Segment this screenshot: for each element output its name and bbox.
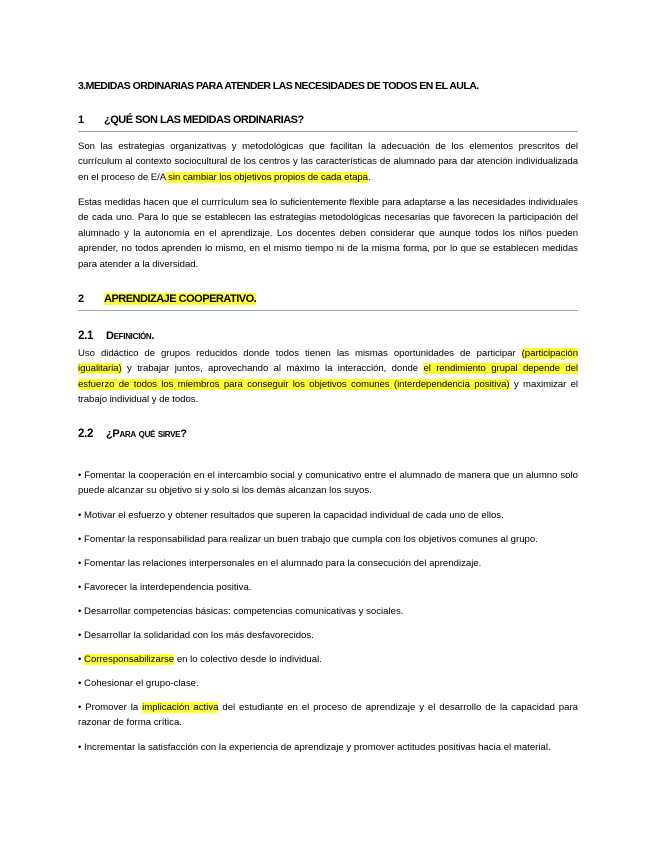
subheading-text: ¿Para qué sirve? (106, 428, 187, 440)
paragraph-text: Uso didáctico de grupos reducidos donde todos tienen las mismas oportunidades de participar (78, 348, 522, 359)
subheading-number: 2.2 (78, 428, 94, 440)
subheading-text: Definición. (106, 330, 155, 342)
list-item: • Corresponsabilizarse en lo colectivo desde lo individual. (78, 654, 322, 665)
highlighted-text: el rendimiento grupal depende del esfuerzo de todos los miembros para conseguir los objetivos comunes (interdependencia positiva) (78, 363, 578, 390)
subheading-para-que-sirve (78, 428, 578, 440)
highlighted-text: sin cambiar los objetivos propios de cada etapa (165, 171, 368, 183)
paragraph-text: Son las estrategias organizativas y metodológicas que facilitan la adecuación de los elementos prescritos del currículum al contexto sociocultural de los centros y las características de alumnado para dar atención individualizada en el proceso de E/A (78, 141, 578, 183)
paragraph-flexibility (78, 195, 578, 272)
list-item: • Cohesionar el grupo-clase. (78, 678, 199, 689)
list-item: • Motivar el esfuerzo y obtener resultados que superen la capacidad individual de cada uno de ellos. (78, 510, 504, 521)
highlighted-text: (participación igualitaria) (78, 348, 578, 375)
paragraph-definicion (78, 346, 578, 408)
section-title: 3.MEDIDAS ORDINARIAS PARA ATENDER LAS NECESIDADES DE TODOS EN EL AULA. (78, 80, 479, 92)
subheading-number: 2.1 (78, 330, 94, 342)
subheading-definicion (78, 330, 578, 342)
paragraph-text: y trabajar juntos, aprovechando al máximo la interacción, donde (121, 363, 424, 375)
heading-number: 2 (78, 293, 84, 305)
heading-underline (78, 310, 578, 311)
list-item: • Fomentar la cooperación en el intercambio social y comunicativo entre el alumnado de manera que un alumno solo puede alcanzar su objetivo si y solo si los demás alcanzan los suyos. (78, 470, 578, 497)
heading-medidas-ordinarias (78, 114, 578, 126)
paragraph-text: y maximizar el trabajo individual y de todos. (78, 378, 578, 406)
heading-underline (78, 131, 578, 132)
heading-text: APRENDIZAJE COOPERATIVO. (104, 293, 257, 305)
heading-number: 1 (78, 114, 84, 126)
highlighted-text: Corresponsabilizarse (84, 654, 175, 665)
list-item: • Fomentar la responsabilidad para realizar un buen trabajo que cumpla con los objetivos comunes al grupo. (78, 534, 538, 545)
highlighted-text: implicación activa (142, 702, 219, 713)
list-item: • Desarrollar competencias básicas: competencias comunicativas y sociales. (78, 606, 404, 617)
paragraph-text: Estas medidas hacen que el currrículum sea lo suficientemente flexible para adaptarse a las necesidades individuales de cada uno. Para lo que se establecen las estrategias metodológicas necesarias que favorecen la participación del alumnado y la autonomía en el aprendizaje. Los docentes deben considerar que aunque todos los niños pueden aprender, no todos aprenden lo mismo, en el mismo tiempo ni de la misma forma, por lo que se establecen medidas para atender a la diversidad. (78, 197, 578, 270)
list-item: • Incrementar la satisfacción con la experiencia de aprendizaje y promover actitudes positivas hacia el material. (78, 742, 551, 753)
list-item: • Promover la implicación activa del estudiante en el proceso de aprendizaje y el desarrollo de la capacidad para razonar de forma crítica. (78, 702, 579, 729)
list-item: • Desarrollar la solidaridad con los más desfavorecidos. (78, 630, 314, 641)
heading-aprendizaje-cooperativo (78, 293, 578, 305)
list-item: • Favorecer la interdependencia positiva. (78, 582, 252, 593)
paragraph-text: . (367, 171, 371, 183)
list-item: • Fomentar las relaciones interpersonales en el alumnado para la consecución del aprendizaje. (78, 558, 482, 569)
paragraph-definition (78, 139, 578, 185)
heading-text: ¿QUÉ SON LAS MEDIDAS ORDINARIAS? (104, 114, 304, 126)
